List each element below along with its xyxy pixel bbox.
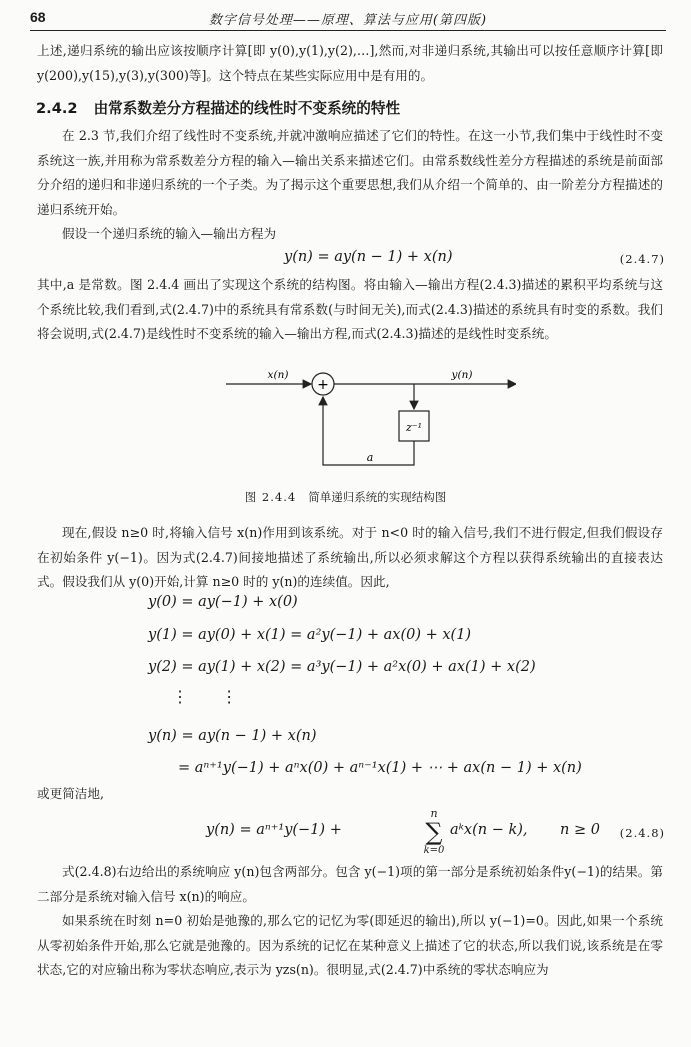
paragraph-assume: 假设一个递归系统的输入—输出方程为 — [62, 226, 277, 241]
running-header — [30, 6, 666, 31]
sum-upper: n — [430, 807, 438, 820]
sum-symbol: ∑ — [425, 818, 443, 846]
paragraph-lti-intro: 在 2.3 节,我们介绍了线性时不变系统,并就冲激响应描述了它们的特性。在这一小节,我们集中于线性时不变系统这一族,并用称为常系数差分方程的输入—输出关系来描述它们。由常系数线性差分方程描述的系统是前面部分介绍的递归和非递归系统的一个子类。为了揭示这个重要思想,我们从介绍一个简单的、由一阶差分方程描述的递归系统开始。 — [37, 128, 663, 217]
equation-number-2-4-7: (2.4.7) — [619, 252, 665, 266]
equation-2-4-8-condition: n ≥ 0 — [560, 822, 600, 838]
section-number: 2.4.2 — [36, 100, 78, 117]
equation-2-4-8-lhs: y(n) = aⁿ⁺¹y(−1) + — [206, 822, 342, 838]
derivation-line-2: y(2) = ay(1) + x(2) = a³y(−1) + a²x(0) + ax(1) + x(2) — [148, 659, 536, 675]
sum-lower: k=0 — [423, 845, 445, 856]
paragraph-concise: 或更简洁地, — [37, 786, 104, 801]
figure-caption — [0, 489, 691, 505]
vertical-ellipsis: ⋮ ⋮ — [172, 687, 252, 706]
derivation-line-0: y(0) = ay(−1) + x(0) — [148, 594, 298, 610]
equation-2-4-8-rhs: aᵏx(n − k), — [450, 822, 528, 838]
section-heading — [36, 97, 400, 118]
derivation-line-4: = aⁿ⁺¹y(−1) + aⁿx(0) + aⁿ⁻¹x(1) + ⋯ + ax(n − 1) + x(n) — [178, 760, 582, 776]
page-number: 68 — [30, 9, 46, 25]
section-title: 由常系数差分方程描述的线性时不变系统的特性 — [93, 100, 401, 117]
figure-caption-text: 简单递归系统的实现结构图 — [308, 490, 447, 504]
output-label: y(n) — [451, 369, 473, 381]
paragraph-zero-state: 如果系统在时刻 n=0 初始是弛豫的,那么它的记忆为零(即延迟的输出),所以 y(−1)=0。因此,如果一个系统从零初始条件开始,那么它就是弛豫的。因为系统的记忆在某种意义上描述了它的状态,所以我们说,该系统是在零状态,它的对应输出称为零状态响应,表示为 yzs(n)。很明显,式(2.4.7)中系统的零状态响应为 — [37, 913, 663, 978]
paragraph-compare: 其中,a 是常数。图 2.4.4 画出了实现这个系统的结构图。将由输入—输出方程(2.4.3)描述的累积平均系统与这个系统比较,我们看到,式(2.4.7)中的系统具有常系数(与时间无关),而式(2.4.3)描述的系统具有时变的系数。我们将会说明,式(2.4.7)是线性时不变系统的输入—输出方程,而式(2.4.3)描述的是线性时变系统。 — [37, 277, 663, 342]
delay-label: z⁻¹ — [405, 421, 423, 434]
summation — [422, 808, 446, 858]
paragraph-derivation-intro: 现在,假设 n≥0 时,将输入信号 x(n)作用到该系统。对于 n<0 时的输入信号,我们不进行假定,但我们假设存在初始条件 y(−1)。因为式(2.4.7)间接地描述了系统输出,所以必须求解这个方程以获得系统输出的直接表达式。假设我们从 y(0)开始,计算 n≥0 时的 y(n)的连续值。因此, — [37, 525, 663, 590]
paragraph-response-parts: 式(2.4.8)右边给出的系统响应 y(n)包含两部分。包含 y(−1)项的第一部分是系统初始条件y(−1)的结果。第二部分是系统对输入信号 x(n)的响应。 — [37, 864, 663, 904]
gain-label: a — [366, 451, 374, 464]
adder-symbol: + — [317, 377, 329, 393]
derivation-line-3: y(n) = ay(n − 1) + x(n) — [148, 728, 317, 744]
input-label: x(n) — [267, 369, 289, 381]
equation-number-2-4-8: (2.4.8) — [619, 826, 665, 840]
paragraph-intro: 上述,递归系统的输出应该按顺序计算[即 y(0),y(1),y(2),…],然而,对非递归系统,其输出可以按任意顺序计算[即 y(200),y(15),y(3),y(300)等]。这个特点在某些实际应用中是有用的。 — [37, 43, 663, 83]
equation-2-4-7: y(n) = ay(n − 1) + x(n) — [284, 249, 453, 265]
running-title: 数字信号处理——原理、算法与应用(第四版) — [208, 13, 488, 28]
figure-number: 图 2.4.4 — [244, 490, 297, 504]
derivation-line-1: y(1) = ay(0) + x(1) = a²y(−1) + ax(0) + x(1) — [148, 627, 472, 643]
block-diagram — [226, 365, 516, 475]
